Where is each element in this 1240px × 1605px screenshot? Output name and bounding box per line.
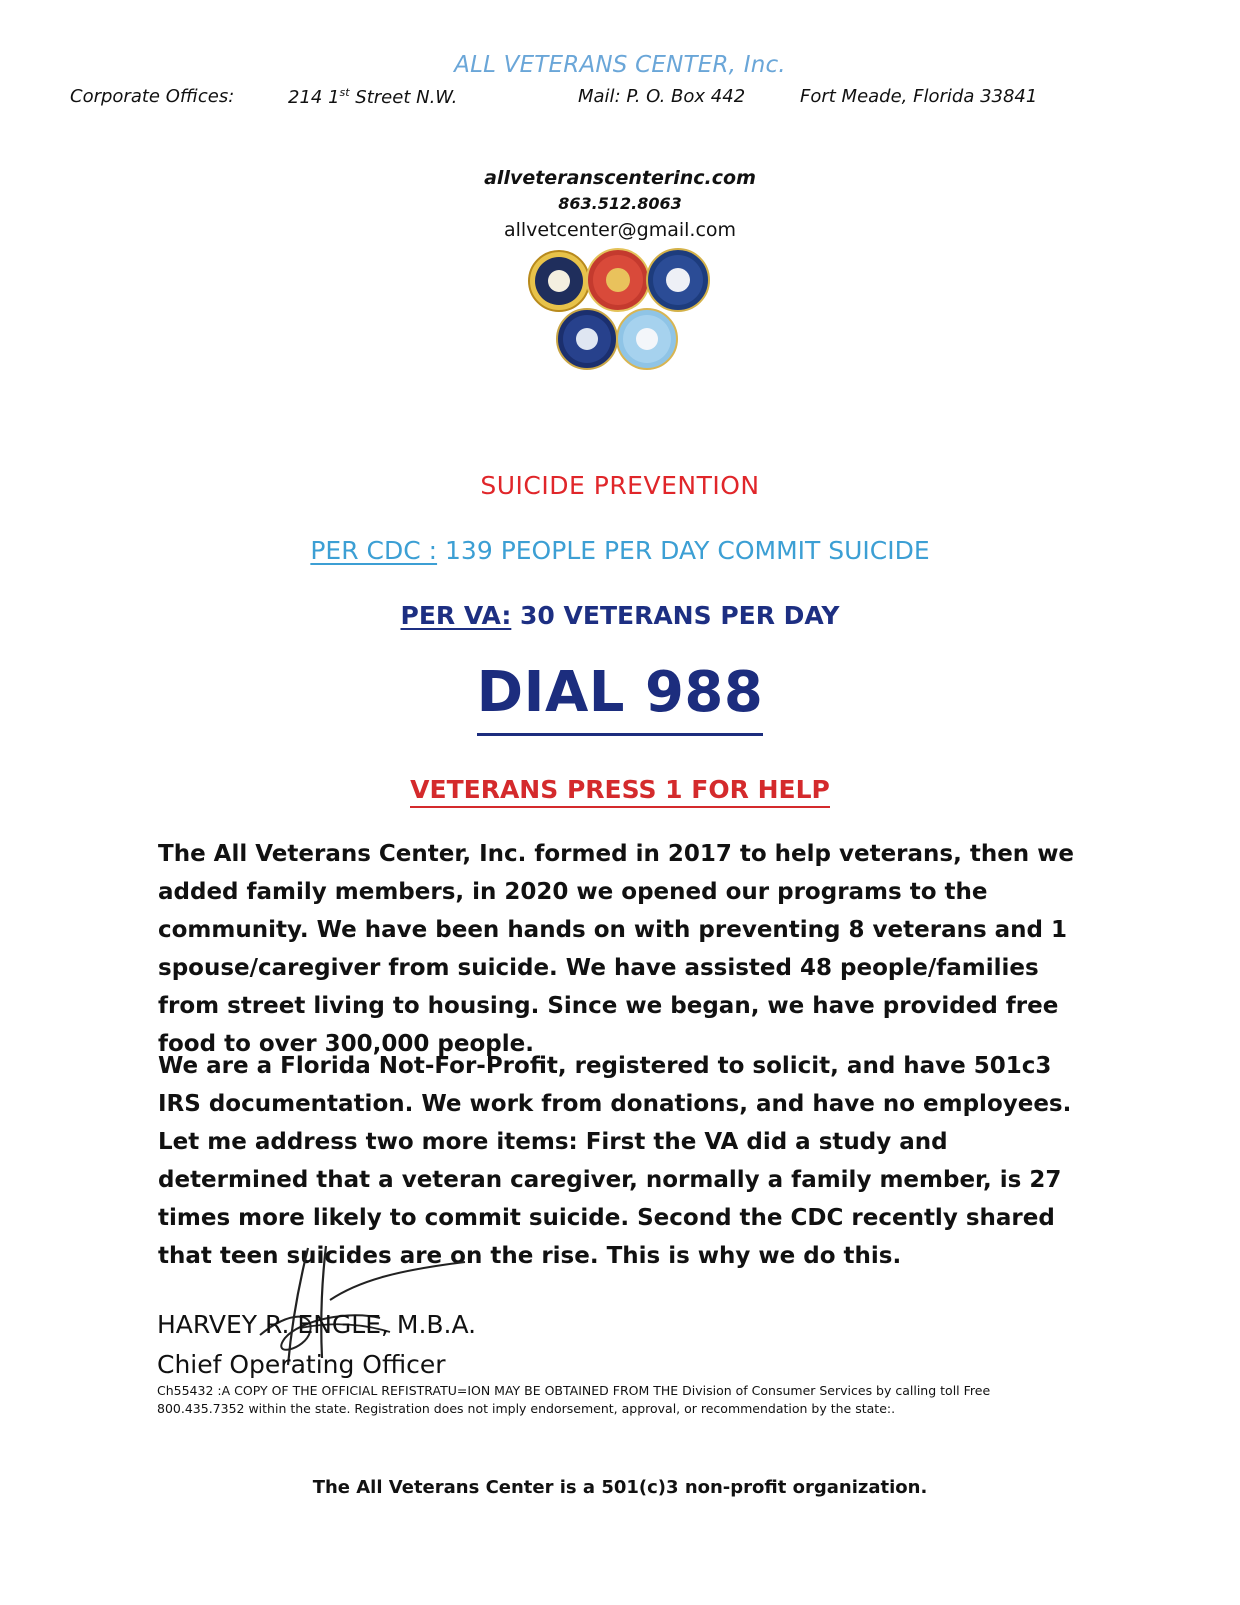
organization-name: ALL VETERANS CENTER, Inc. [454,52,786,78]
body-paragraph-2: We are a Florida Not-For-Profit, registered to solicit, and have 501c3 IRS documentation. We work from donations, and have no employees. Let me address two more items: First the VA did a study and determined that a veteran caregiver, normally a family member, is 27 times more likely to commit suicide. Second the CDC recently shared that teen suicides are on the rise. This is why we do this. [158,1053,1072,1269]
corporate-offices-label: Corporate Offices: [70,86,235,107]
coast-guard-seal-icon [616,308,678,370]
marine-corps-seal-icon [586,248,650,312]
navy-seal-icon [646,248,710,312]
phone-number: 863.512.8063 [558,194,682,213]
registration-disclaimer: Ch55432 :A COPY OF THE OFFICIAL REFISTRATU=ION MAY BE OBTAINED FROM THE Division of Consumer Services by calling toll Free 800.435.7352 within the state. Registration does not imply endorsement, approval, or recommendation by the state:. [157,1383,991,1416]
suicide-prevention-heading: SUICIDE PREVENTION [480,471,760,500]
city-state-zip: Fort Meade, Florida 33841 [800,86,1038,107]
street-address: 214 1st Street N.W. [288,86,458,108]
veterans-press-1: VETERANS PRESS 1 FOR HELP [0,775,1240,804]
body-paragraph-1: The All Veterans Center, Inc. formed in 2017 to help veterans, then we added family members, in 2020 we opened our programs to the community. We have been hands on with preventing 8 veterans and 1 spouse/caregiver from suicide. We have assisted 48 people/families from street living to housing. Since we began, we have provided free food to over 300,000 people. [158,841,1075,1057]
footer-nonprofit-statement: The All Veterans Center is a 501(c)3 non-profit organization. [312,1477,928,1498]
signatory-name: HARVEY R. ENGLE, M.B.A. [157,1310,477,1339]
mailing-address: Mail: P. O. Box 442 [578,86,746,107]
cdc-statistic: PER CDC : 139 PEOPLE PER DAY COMMIT SUICIDE [310,536,930,565]
dial-988-heading: DIAL 988 [0,660,1240,736]
website-text: allveteranscenterinc.com [484,167,756,189]
army-seal-icon [528,250,590,312]
va-statistic: PER VA: 30 VETERANS PER DAY [400,601,840,630]
air-force-seal-icon [556,308,618,370]
signatory-title: Chief Operating Officer [157,1350,446,1379]
email-address: allvetcenter@gmail.com [503,219,737,241]
